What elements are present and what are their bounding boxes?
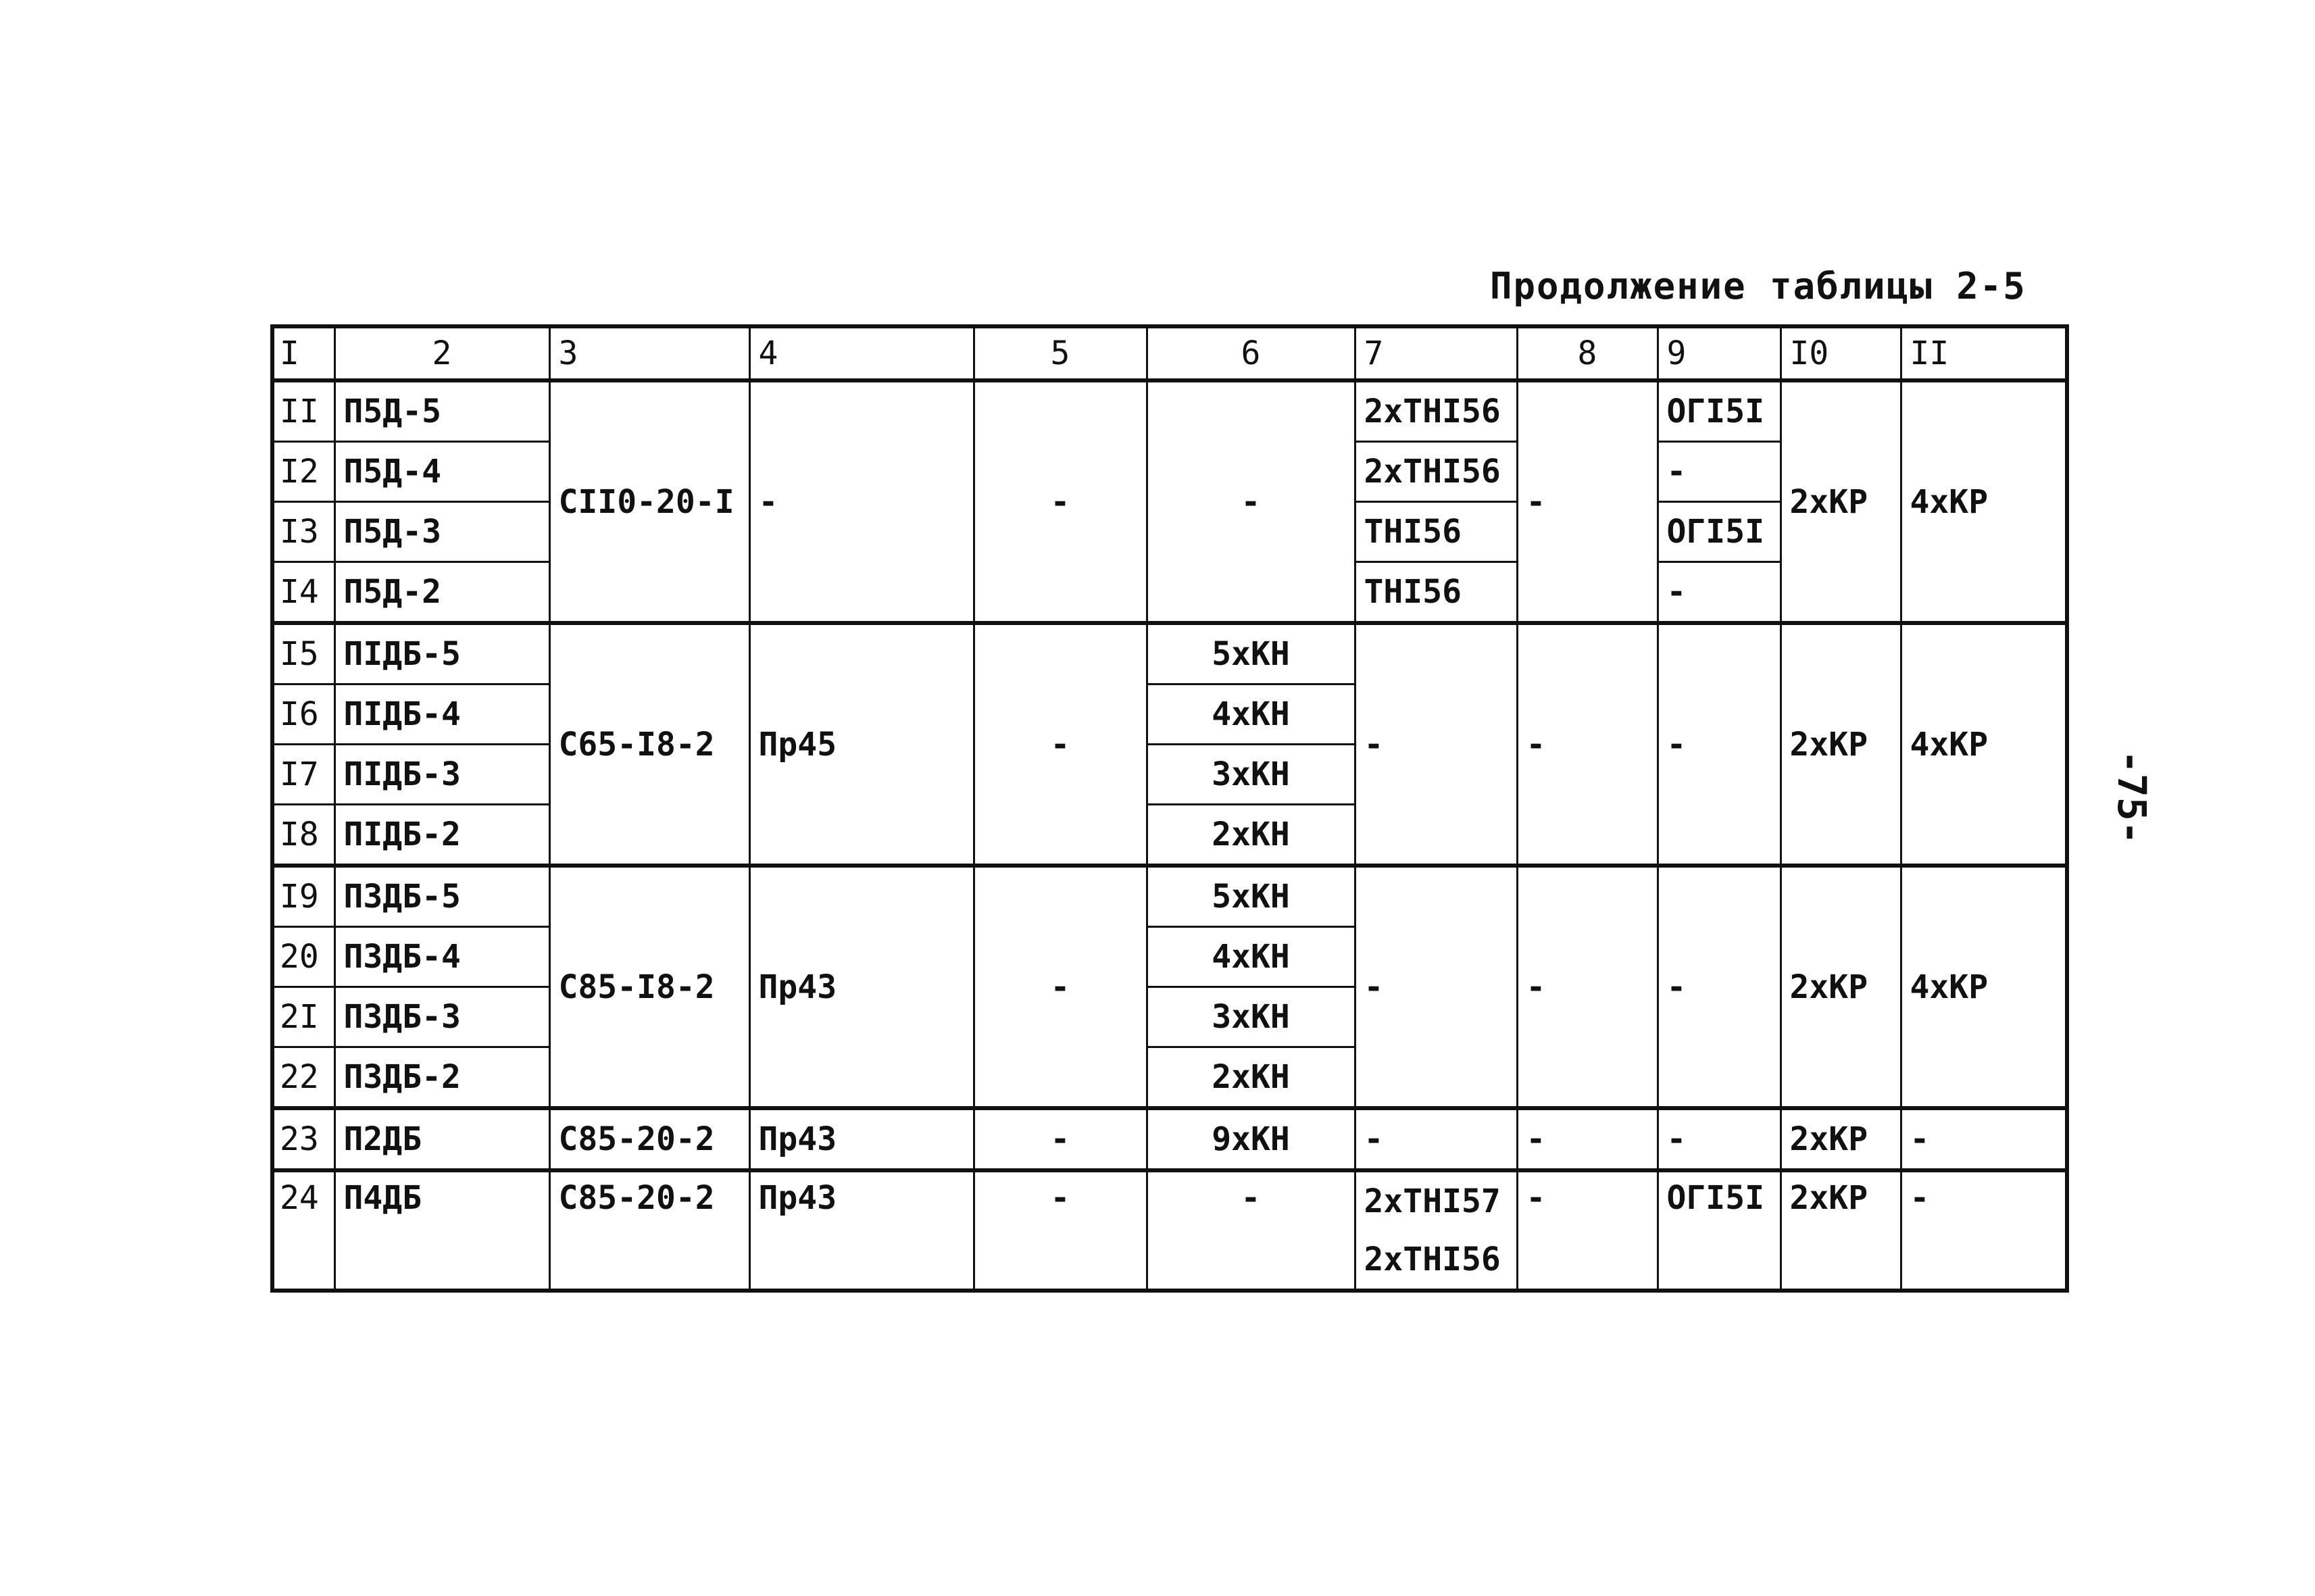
col7-cell: 2хТНI56 — [1355, 1230, 1517, 1291]
col5-cell: - — [974, 623, 1147, 866]
col6-cell: - — [1147, 1170, 1355, 1291]
col9-cell: ОГI5I — [1658, 502, 1781, 562]
header-row — [272, 326, 2067, 380]
type-cell: П5Д-4 — [334, 442, 549, 502]
row-number: 20 — [272, 927, 334, 987]
col5-cell: - — [974, 866, 1147, 1108]
col8-cell: - — [1517, 380, 1658, 623]
header-cell: 9 — [1658, 326, 1781, 380]
col10-cell: 2хКР — [1781, 1108, 1901, 1170]
col6-cell: 5хКН — [1147, 866, 1355, 927]
col6-cell: 2хКН — [1147, 805, 1355, 866]
data-table — [270, 324, 2069, 1293]
type-cell: ПIДБ-5 — [334, 623, 549, 684]
table-row — [272, 866, 2067, 927]
type-cell: П2ДБ — [334, 1108, 549, 1170]
header-cell: 3 — [549, 326, 749, 380]
col9-cell: ОГI5I — [1658, 1170, 1781, 1291]
header-cell: I0 — [1781, 326, 1901, 380]
type-cell: П3ДБ-3 — [334, 987, 549, 1047]
col7-cell: - — [1355, 866, 1517, 1108]
col10-cell: 2хКР — [1781, 866, 1901, 1108]
col10-cell: 2хКР — [1781, 623, 1901, 866]
header-cell: 7 — [1355, 326, 1517, 380]
col7-cell: 2хТНI57 — [1355, 1170, 1517, 1230]
col7-cell: - — [1355, 623, 1517, 866]
col6-cell: 3хКН — [1147, 987, 1355, 1047]
type-cell: П3ДБ-4 — [334, 927, 549, 987]
col9-cell: - — [1658, 1108, 1781, 1170]
col11-cell: - — [1901, 1108, 2067, 1170]
col8-cell: - — [1517, 1170, 1658, 1291]
col3-cell: СII0-20-I — [549, 380, 749, 623]
type-cell: ПIДБ-4 — [334, 684, 549, 745]
row-number: I9 — [272, 866, 334, 927]
type-cell: П5Д-3 — [334, 502, 549, 562]
col8-cell: - — [1517, 866, 1658, 1108]
col5-cell: - — [974, 1170, 1147, 1291]
header-cell: 6 — [1147, 326, 1355, 380]
row-number: I3 — [272, 502, 334, 562]
col6-cell: 4хКН — [1147, 927, 1355, 987]
col3-cell: С85-20-2 — [549, 1108, 749, 1170]
row-number: II — [272, 380, 334, 442]
table-caption: Продолжение таблицы 2-5 — [1490, 265, 2026, 307]
row-number: I6 — [272, 684, 334, 745]
col10-cell: 2хКР — [1781, 380, 1901, 623]
type-cell: П5Д-2 — [334, 562, 549, 624]
col9-cell: - — [1658, 866, 1781, 1108]
col6-cell: 5хКН — [1147, 623, 1355, 684]
header-cell: 2 — [334, 326, 549, 380]
col11-cell: - — [1901, 1170, 2067, 1291]
table-row — [272, 1108, 2067, 1170]
col6-cell: 4хКН — [1147, 684, 1355, 745]
type-cell: ПIДБ-2 — [334, 805, 549, 866]
type-cell: П3ДБ-5 — [334, 866, 549, 927]
header-cell: 5 — [974, 326, 1147, 380]
table-row — [272, 380, 2067, 442]
col9-cell: - — [1658, 442, 1781, 502]
col4-cell: Пр43 — [749, 866, 974, 1108]
col7-cell: ТНI56 — [1355, 502, 1517, 562]
col7-cell: - — [1355, 1108, 1517, 1170]
col3-cell: С85-I8-2 — [549, 866, 749, 1108]
col6-cell: 9хКН — [1147, 1108, 1355, 1170]
type-cell: П4ДБ — [334, 1170, 549, 1291]
col8-cell: - — [1517, 1108, 1658, 1170]
header-cell: 8 — [1517, 326, 1658, 380]
type-cell: П5Д-5 — [334, 380, 549, 442]
header-cell: II — [1901, 326, 2067, 380]
col7-cell: 2хТНI56 — [1355, 442, 1517, 502]
row-number: 24 — [272, 1170, 334, 1291]
col8-cell: - — [1517, 623, 1658, 866]
col10-cell: 2хКР — [1781, 1170, 1901, 1291]
header-cell: 4 — [749, 326, 974, 380]
col7-cell: 2хТНI56 — [1355, 380, 1517, 442]
table-row — [272, 623, 2067, 684]
table-row — [272, 1170, 2067, 1230]
col4-cell: Пр43 — [749, 1170, 974, 1291]
row-number: 23 — [272, 1108, 334, 1170]
row-number: I7 — [272, 745, 334, 805]
row-number: I5 — [272, 623, 334, 684]
row-number: I8 — [272, 805, 334, 866]
col6-cell: 3хКН — [1147, 745, 1355, 805]
col9-cell: - — [1658, 623, 1781, 866]
col9-cell: ОГI5I — [1658, 380, 1781, 442]
col4-cell: Пр43 — [749, 1108, 974, 1170]
page-number: -75- — [2109, 750, 2155, 845]
col11-cell: 4хКР — [1901, 380, 2067, 623]
col3-cell: С85-20-2 — [549, 1170, 749, 1291]
type-cell: П3ДБ-2 — [334, 1047, 549, 1109]
row-number: 22 — [272, 1047, 334, 1109]
col6-cell: 2хКН — [1147, 1047, 1355, 1109]
row-number: I2 — [272, 442, 334, 502]
col4-cell: Пр45 — [749, 623, 974, 866]
col3-cell: С65-I8-2 — [549, 623, 749, 866]
col11-cell: 4хКР — [1901, 623, 2067, 866]
col11-cell: 4хКР — [1901, 866, 2067, 1108]
type-cell: ПIДБ-3 — [334, 745, 549, 805]
col9-cell: - — [1658, 562, 1781, 624]
col5-cell: - — [974, 380, 1147, 623]
col7-cell: ТНI56 — [1355, 562, 1517, 624]
row-number: 2I — [272, 987, 334, 1047]
col6-cell: - — [1147, 380, 1355, 623]
row-number: I4 — [272, 562, 334, 624]
col5-cell: - — [974, 1108, 1147, 1170]
col4-cell: - — [749, 380, 974, 623]
header-cell: I — [272, 326, 334, 380]
